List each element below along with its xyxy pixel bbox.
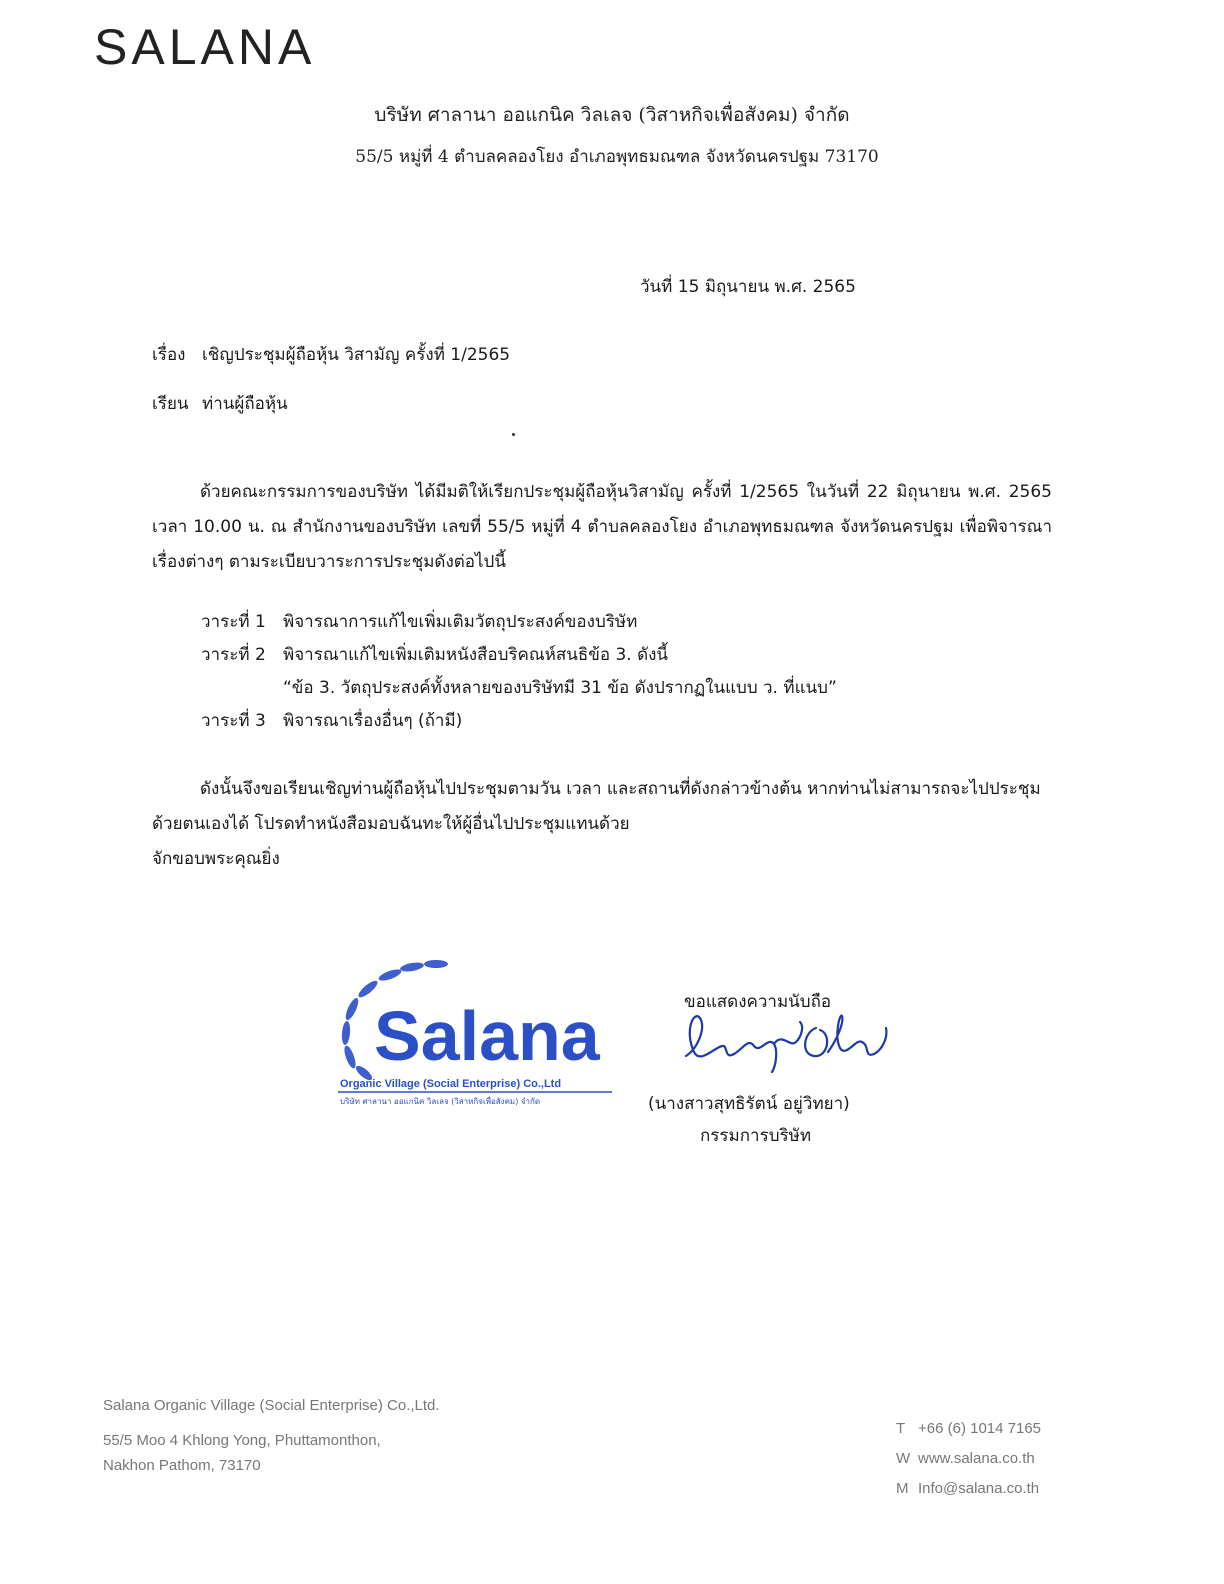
thanks-text: จักขอบพระคุณยิ่ง [152,849,280,869]
phone-value: +66 (6) 1014 7165 [918,1420,1042,1437]
company-logo: SALANA [94,19,316,75]
agenda-number: วาระที่ 2 [201,645,266,665]
letter-date: วันที่ 15 มิถุนายน พ.ศ. 2565 [640,277,856,297]
agenda-number: วาระที่ 3 [201,711,266,731]
body-paragraph-2 [152,772,1052,877]
web-link[interactable]: www.salana.co.th [918,1450,1035,1467]
subject-text: เชิญประชุมผู้ถือหุ้น วิสามัญ ครั้งที่ 1/2565 [202,345,511,365]
agenda-item [201,606,837,639]
footer-web [896,1450,1041,1480]
footer-address-line-2: Nakhon Pathom, 73170 [103,1457,261,1474]
subject-line [152,341,510,368]
seal-line-2: บริษัท ศาลานา ออแกนิค วิลเลจ (วิสาหกิจเพื่อสังคม) จำกัด [340,1097,541,1106]
body-paragraph-1 [152,475,1052,580]
seal-name: Salana [374,997,600,1075]
agenda-quote: “ข้อ 3. วัตถุประสงค์ทั้งหลายของบริษัทมี 31 ข้อ ดังปรากฏในแบบ ว. ที่แนบ” [283,678,837,698]
agenda-text: พิจารณาแก้ไขเพิ่มเติมหนังสือบริคณห์สนธิข้อ 3. ดังนี้ [283,645,669,665]
signer-title: กรรมการบริษัท [700,1126,812,1146]
company-address: 55/5 หมู่ที่ 4 ตำบลคลองโยง อำเภอพุทธมณฑล จังหวัดนครปฐม 73170 [355,147,879,167]
company-name: บริษัท ศาลานา ออแกนิค วิลเลจ (วิสาหกิจเพื่อสังคม) จำกัด [374,104,850,126]
agenda-text: พิจารณาเรื่องอื่นๆ (ถ้ามี) [283,711,463,731]
footer-address-block [103,1397,440,1474]
mail-link[interactable]: Info@salana.co.th [918,1480,1040,1497]
paragraph-1-text: ด้วยคณะกรรมการของบริษัท ได้มีมติให้เรียกประชุมผู้ถือหุ้นวิสามัญ ครั้งที่ 1/2565 ในวันที่ 22 มิถุนายน พ.ศ. 2565 เวลา 10.00 น. ณ สำนักงานของบริษัท เลขที่ 55/5 หมู่ที่ 4 ตำบลคลองโยง อำเภอพุทธมณฑล จังหวัดนครปฐม เพื่อพิจารณาเรื่องต่างๆ ตามระเบียบวาระการประชุมดังต่อไปนี้ [152,482,1052,572]
salutation-text: ท่านผู้ถือหุ้น [202,394,288,414]
footer-phone [896,1420,1041,1450]
closing-text: ขอแสดงความนับถือ [684,992,832,1012]
subject-label: เรื่อง [152,345,186,365]
company-seal-stamp [330,955,625,1115]
footer-company: Salana Organic Village (Social Enterprise) Co.,Ltd. [103,1397,440,1414]
footer-contact-block [896,1420,1041,1510]
handwritten-signature [678,1008,893,1080]
agenda-item [201,705,837,738]
salutation-line [152,390,288,417]
salutation-label: เรียน [152,394,189,414]
footer-mail [896,1480,1041,1510]
paragraph-2-text: ดังนั้นจึงขอเรียนเชิญท่านผู้ถือหุ้นไปประชุมตามวัน เวลา และสถานที่ดังกล่าวข้างต้น หากท่านไม่สามารถจะไปประชุมด้วยตนเองได้ โปรดทำหนังสือมอบฉันทะให้ผู้อื่นไปประชุมแทนด้วย [152,779,1041,834]
agenda-list [201,606,837,738]
signer-name: (นางสาวสุทธิรัตน์ อยู่วิทยา) [648,1094,850,1114]
phone-label: T [896,1420,906,1437]
scan-speck [512,433,515,436]
web-label: W [896,1450,911,1467]
agenda-item [201,639,837,672]
footer-address-line-1: 55/5 Moo 4 Khlong Yong, Phuttamonthon, [103,1432,381,1449]
seal-line-1: Organic Village (Social Enterprise) Co.,Ltd [340,1078,562,1090]
mail-label: M [896,1480,909,1497]
agenda-text: พิจารณาการแก้ไขเพิ่มเติมวัตถุประสงค์ของบริษัท [283,612,638,632]
agenda-number: วาระที่ 1 [201,612,266,632]
